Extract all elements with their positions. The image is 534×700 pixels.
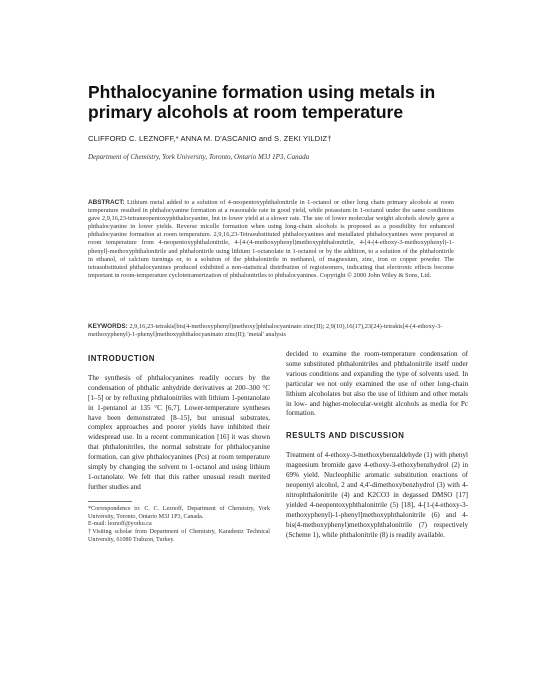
- email-footnote: E-mail: leznoff@yorku.ca: [88, 521, 152, 528]
- results-heading: RESULTS AND DISCUSSION: [286, 431, 405, 441]
- footnote-divider: [88, 501, 132, 502]
- author-list: CLIFFORD C. LEZNOFF,* ANNA M. D'ASCANIO and S. ZEKI YILDIZ†: [88, 134, 332, 143]
- right-column: [286, 350, 468, 540]
- abstract-text: Lithium metal added to a solution of 4-neopentoxyphthalonitrile in 1-octanol or other long chain primary alcohols at room temperature resulted in phthalocyanine formation at a reasonable rate in good yield, while potassium in 1-octanol under the same conditions gave 2,9,16,23-tetraneopentoxyphthalocyanine, but in lower yield at a slower rate. The use of lower molecular weight alcohols slowly gave a phthalocyanine in lower yields. Reverse micelle formation when using long-chain alcohols is proposed as a possibility for enhanced phthalocyanine formation at room temperature. 2,9,16,23-Tetrasubstituted phthalocyanines and metallated phthalocyanines were prepared at room temperature from 4-neopentoxyphthalonitrile, 4-[4-(4-methoxyphenyl)methoxyphthalonitrile, 4-[4-(4-ethoxy-3-methoxyphenyl)-1-phenyl]-methoxyphthalonitrile and phthalonitrile using lithium 1-octanolate in 1-octanol or by the addition, to a solution of the phthalonitrile in ethanol, of calcium turnings or, to a solution of the phthalonitrile in methanol, of magnesium, zinc, iron or copper powder. The tetrasubstituted phthalocyanines produced exhibited a non-statistical distribution of regioisomers, indicating that electronic effects become important in room-temperature cyclotetramerization of phthalonitriles to phthalocyanines. Copyright © 2000 John Wiley & Sons, Ltd.: [88, 199, 454, 279]
- introduction-continued-paragraph: decided to examine the room-temperature condensation of some substituted phthalonitriles and phthalonitrile itself under various conditions and expanding the type of solvents used. In particular we not only examined the use of other long-chain lithium alcoholates but also the use of lithium and other metals in low- and higher-molecular-weight alcohols as media for Pc formation.: [286, 350, 468, 418]
- left-column: [88, 350, 270, 545]
- article-title: Phthalocyanine formation using metals in primary alcohols at room temperature: [88, 82, 436, 122]
- abstract-block: [88, 199, 454, 280]
- correspondence-footnote: *Correspondence to: C. C. Leznoff, Department of Chemistry, York University, Toronto, Ontario M3J 1P3, Canada.: [88, 505, 270, 520]
- keywords-text: 2,9,16,23-tetrakis[bis(4-methoxyphenyl)methoxy]phthalocyaninato zinc(II); 2,9(10),16(17),23(24)-tetrakis[4-(4-ethoxy-3-methoxyphenyl)-1-phenyl]methoxyphthalocyaninato zinc(II); 'metal' analysis: [88, 323, 443, 339]
- introduction-paragraph: The synthesis of phthalocyanines readily occurs by the condensation of phthalic anhydride derivatives at 200–300 °C [1–5] or by refluxing phthalonitriles with lithium 1-pentanolate in 1-pentanol at 135 °C [6,7]. Lower-temperature syntheses have been demonstrated [8–15], but unusual substrates, complex approaches and poorer yields have inhibited their widespread use. In a recent communication [16] it was shown that phthalonitriles, the normal substrate for phthalocyanine formation, can give phthalocyanines (Pcs) at room temperature simply by changing the solvent to 1-octanol and using lithium 1-octanolate. We felt that this rather unusual result merited further studies and: [88, 373, 270, 491]
- results-paragraph: Treatment of 4-ethoxy-3-methoxybenzaldehyde (1) with phenyl magnesium bromide gave 4-ethoxy-3-ethoxybenzhydrol (2) in 69% yield. Nucleophilic aromatic substitution reactions of neopentyl alcohol, 2 and 4,4'-dimethoxybenzhydrol (3) with 4-nitrophthalonitrile (4) and K2CO3 in degassed DMSO [17] yielded 4-neopentoxyphthalonitrile (5) [18], 4-[1-(4-ethoxy-3-methoxyphenyl)-1-phenyl]methoxyphthalonitrile (6) and 4-bis(4-methoxyphenyl)methoxyphthalonitrile (7) respectively (Scheme 1), while phthalonitrile (8) is readily available.: [286, 451, 468, 539]
- introduction-heading: INTRODUCTION: [88, 354, 155, 363]
- affiliation: Department of Chemistry, York University, Toronto, Ontario M3J 1P3, Canada: [88, 153, 310, 161]
- keywords-block: [88, 323, 454, 339]
- abstract-label: ABSTRACT:: [88, 199, 125, 206]
- keywords-label: KEYWORDS:: [88, 323, 128, 330]
- visiting-scholar-footnote: †Visiting scholar from Department of Chemistry, Karadeniz Technical University, 61080 Trabzon, Turkey.: [88, 529, 270, 543]
